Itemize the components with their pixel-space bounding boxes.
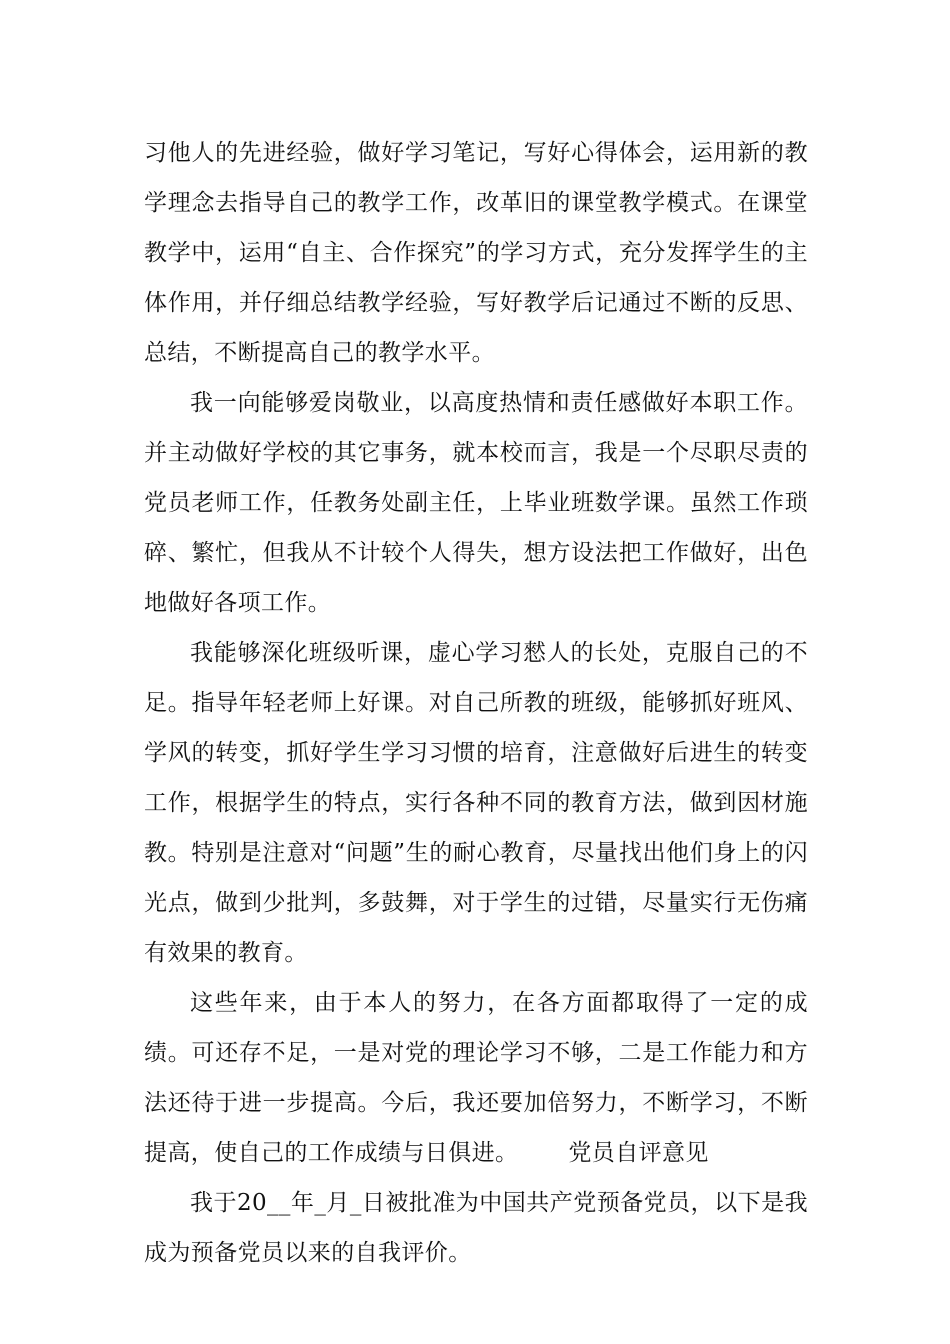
paragraph-3: 我能够深化班级听课，虚心学习憖人的长处，克服自己的不足。指导年轻老师上好课。对自己所教的班级，能够抓好班风、学风的转变，抓好学生学习习惯的培育，注意做好后进生的转变工作，根据学生的特点，实行各种不同的教育方法，做到因材施教。特别是注意对“问题”生的耐心教育，尽量找出他们身上的闪光点，做到少批判，多鼓舞，对于学生的过错，尽量实行无伤痛有效果的教育。 [144,640,808,966]
paragraph-5: 我于20__年_月_日被批准为中国共产党预备党员，以下是我成为预备党员以来的自我评价。 [144,1190,808,1266]
document-body [144,128,808,1278]
paragraph-4-text: 这些年来，由于本人的努力，在各方面都取得了一定的成绩。可还存不足，一是对党的理论学习不够，二是工作能力和方法还待于进一步提高。今后，我还要加倍努力，不断学习，不断提高，使自己的工作成绩与日俱进。 [144,990,808,1166]
paragraph-4 [144,978,808,1178]
paragraph-1: 习他人的先进经验，做好学习笔记，写好心得体会，运用新的教学理念去指导自己的教学工作，改革旧的课堂教学模式。在课堂教学中，运用“自主、合作探究”的学习方式，充分发挥学生的主体作用，并仔细总结教学经验，写好教学后记通过不断的反思、总结，不断提高自己的教学水平。 [144,140,808,366]
paragraph-2: 我一向能够爱岗敬业，以高度热情和责任感做好本职工作。并主动做好学校的其它事务，就本校而言，我是一个尽职尽责的党员老师工作，任教务处副主任，上毕业班数学课。虽然工作琐碎、繁忙，但我从不计较个人得失，想方设法把工作做好，出色地做好各项工作。 [144,390,808,616]
self-evaluation-heading: 党员自评意见 [568,1140,709,1166]
